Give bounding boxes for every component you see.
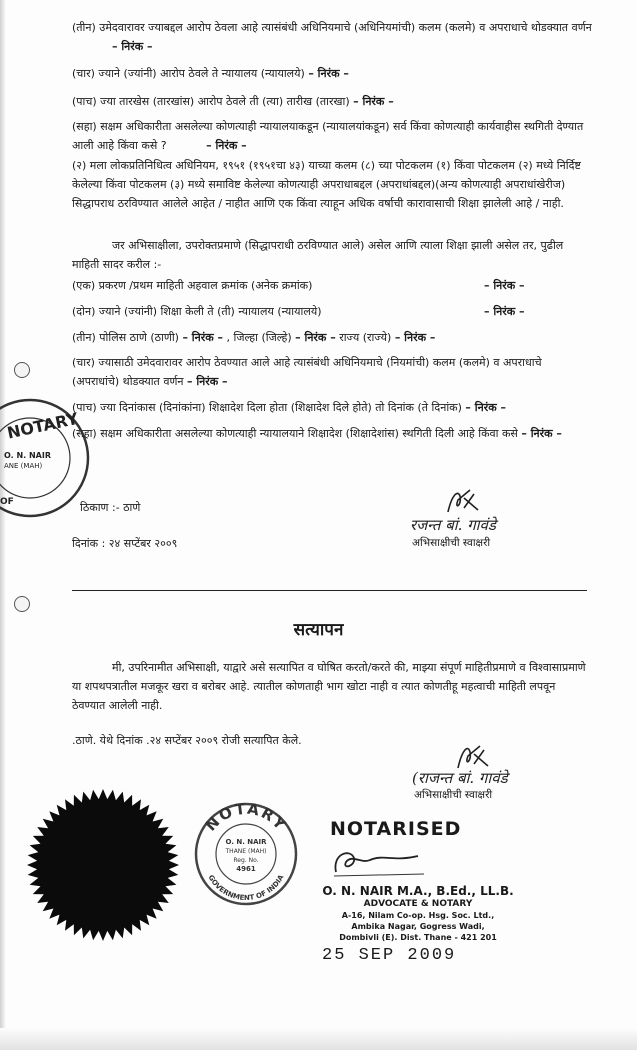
black-foil-seal: [24, 786, 182, 944]
signature-2-label: अभिसाक्षीची स्वाक्षरी: [414, 789, 493, 801]
place-line: ठिकाण :- ठाणे: [80, 501, 141, 514]
seal-top-text: NOTARY: [201, 800, 291, 835]
list-item-don: (दोन) ज्याने (ज्यांनी) शिक्षा केली ते (ती) न्यायालय (न्यायालये) – निरंक –: [72, 305, 525, 318]
verification-body: मी, उपरिनामीत अभिसाक्षी, याद्वारे असे सत्यापित व घोषित करतो/करते की, माझ्या संपूर्ण माहितीप्रमाणे व विश्वासाप्रमाणे या शपथपत्रातील मजकूर खरा व बरोबर आहे. त्यातील कोणताही भाग खोटा नाही व त्यात कोणतीहू महत्वाची माहिती लपवून ठेवण्यात आलेली नाही.: [72, 661, 586, 712]
foil-seal-shape: [27, 789, 179, 941]
punch-hole-bottom: [14, 596, 30, 612]
date-line: दिनांक : २४ सप्टेंबर २००९: [72, 537, 178, 550]
section-2-text: (२) मला लोकप्रतिनिधित्व अधिनियम, १९५१ (१९५१चा ४३) याच्या कलम (८) च्या पोटकलम (१) किंवा पोटकलम (२) मध्ये निर्दिष्ट केलेल्या किंवा पोटकलम (३) मध्ये समाविष्ट केलेल्या कोणत्याही अपराधाबद्दल (अपराधांबद्दल)(अन्य कोणत्याही अपराधांखेरीज) सिद्धापराध ठरविण्यात आलेले आहेत / नाहीत आणि एक किंवा त्याहून अधिक वर्षाची कारावासाची शिक्षा झालेली आहे / नाही.: [72, 159, 581, 210]
list-item-ek: (एक) प्रकरण /प्रथम माहिती अहवाल क्रमांक (अनेक क्रमांक) – निरंक –: [72, 279, 525, 292]
list-item-teen: (तीन) पोलिस ठाणे (ठाणी) – निरंक – , जिल्हा (जिल्हे) – निरंक – राज्य (राज्ये) – निरंक –: [72, 331, 436, 344]
notary-address-3: Dombivli (E). Dist. Thane - 421 201: [339, 933, 497, 942]
list-item-pach: (पाच) ज्या दिनांकास (दिनांकांना) शिक्षादेश दिला होता (शिक्षादेश दिले होते) तो दिनांक (ते दिनांक) – निरंक –: [72, 401, 506, 414]
item-teen-text: (तीन) उमेदवारावर ज्याबद्दल आरोप ठेवला आहे त्यासंबंधी अधिनियमाचे (अधिनियमांची) कलम (कलमे) व अपराधाचे थोडक्यात वर्णन – निरंक –: [72, 21, 592, 53]
svg-text:GOVERNMENT OF INDIA: [207, 873, 286, 902]
signature-initials-1: [444, 486, 484, 516]
seal-bottom-text: GOVERNMENT OF INDIA: [206, 873, 286, 903]
notary-signature: [328, 844, 428, 880]
punch-hole-top: [14, 362, 30, 378]
signature-1: रजन्त बां. गावंडे: [410, 516, 496, 534]
notary-address-1: A-16, Nilam Co-op. Hsg. Soc. Ltd.,: [341, 911, 495, 920]
section-divider: [72, 590, 587, 591]
list-item-char: (चार) ज्यासाठी उमेदवारावर आरोप ठेवण्यात आले आहे त्यासंबंधी अधिनियमाचे (नियमांची) कलम (कलमे) व अपराधाचे (अपराधांचे) थोडक्यात वर्णन – निरंक –: [72, 356, 542, 388]
notary-round-seal: [192, 800, 300, 908]
stamp-date: 25 SEP 2009: [322, 946, 457, 965]
seal-regno: 4961: [236, 865, 256, 873]
item-pach-text: (पाच) ज्या तारखेस (तारखांस) आरोप ठेवले ती (त्या) तारीख (तारखा) – निरंक –: [72, 95, 394, 108]
item-char-text: (चार) ज्याने (ज्यांनी) आरोप ठेवले ते न्यायालय (न्यायालये) – निरंक –: [72, 67, 349, 80]
svg-text:OF: OF: [0, 497, 14, 507]
list-item-saha: (सहा) सक्षम अधिकारीता असलेल्या कोणत्याही न्यायालयाने शिक्षादेश (शिक्षादेशांस) स्थगिती दिली आहे किंवा कसे – निरंक –: [72, 427, 562, 440]
notarised-heading: NOTARISED: [330, 818, 462, 840]
seal-state: THANE (MAH): [225, 848, 267, 855]
notary-role: ADVOCATE & NOTARY: [363, 899, 473, 909]
verification-title: सत्यापन: [293, 620, 344, 640]
notary-name: O. N. NAIR M.A., B.Ed., LL.B.: [322, 884, 514, 898]
page-bottom-shadow: [0, 1028, 637, 1050]
signature-2: (राजन्त बां. गावंडे: [412, 769, 508, 787]
seal-name: O. N. NAIR: [225, 838, 267, 846]
svg-text:NOTARY: NOTARY: [5, 408, 80, 443]
notary-address-2: Ambika Nagar, Gogress Wadi,: [351, 922, 485, 931]
item-saha-text: (सहा) सक्षम अधिकारीता असलेल्या कोणत्याही न्यायालयाकडून (न्यायालयांकडून) सर्व किंवा कोणत्याही कार्यवाहीस स्थगिती देण्यात आली आहे किंवा कसे ? – निरंक –: [72, 120, 584, 152]
section-2-intro: जर अभिसाक्षीला, उपरोक्तप्रमाणे (सिद्धापराधी ठरविण्यात आले) असेल आणि त्याला शिक्षा झाली असेल तर, पुढील माहिती सादर करील :-: [72, 239, 564, 271]
verification-line: .ठाणे. येथे दिनांक .२४ सप्टेंबर २००९ रोजी सत्यापित केले.: [72, 734, 302, 747]
svg-text:ANE (MAH): ANE (MAH): [4, 462, 43, 470]
notary-stamp: [318, 818, 518, 943]
signature-1-label: अभिसाक्षीची स्वाक्षरी: [412, 537, 491, 549]
seal-reg: Reg. No.: [233, 857, 259, 864]
svg-text:O. N. NAIR: O. N. NAIR: [4, 451, 51, 460]
